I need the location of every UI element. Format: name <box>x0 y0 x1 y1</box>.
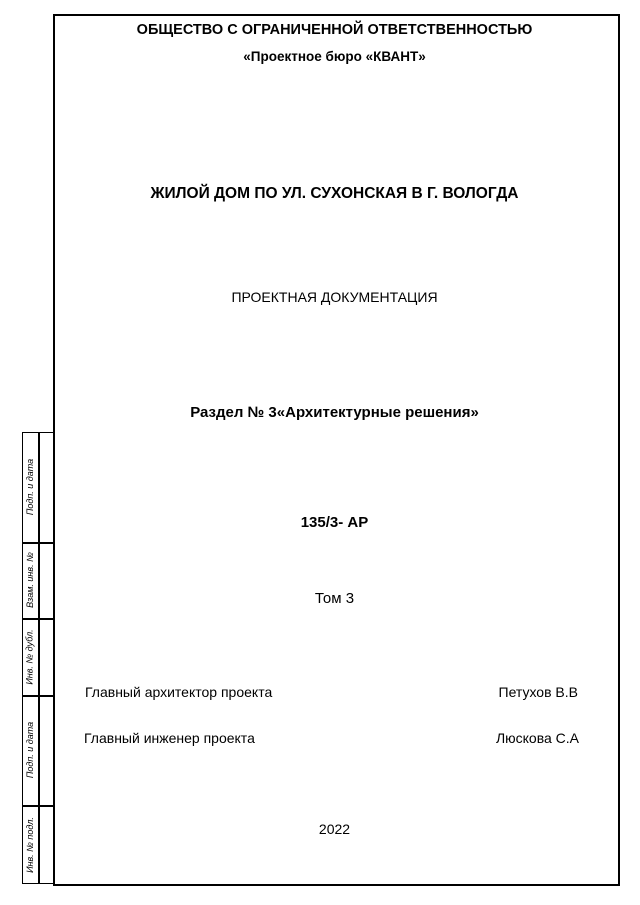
company-name: «Проектное бюро «КВАНТ» <box>243 49 426 64</box>
signature-role-chief-architect: Главный архитектор проекта <box>85 684 273 700</box>
side-stamp-label: Инв. № дубл. <box>25 628 36 685</box>
document-type: ПРОЕКТНАЯ ДОКУМЕНТАЦИЯ <box>231 289 438 305</box>
signature-name-chief-engineer: Люскова С.А <box>495 730 579 746</box>
project-title: ЖИЛОЙ ДОМ ПО УЛ. СУХОНСКАЯ В Г. ВОЛОГДА <box>150 185 519 202</box>
side-stamp-label: Инв. № подл. <box>25 816 36 873</box>
side-stamp-cell-sign-date-1 <box>22 432 38 542</box>
volume-number: Том 3 <box>314 590 355 607</box>
signature-name-chief-architect: Петухов В.В <box>498 684 578 700</box>
section-title: Раздел № 3«Архитектурные решения» <box>190 404 479 421</box>
side-stamp-label: Взам. инв. № <box>25 552 36 608</box>
side-stamp-label: Подп. и дата <box>25 721 35 779</box>
side-stamp-cell-replacement-inv <box>22 542 38 618</box>
signature-role-chief-engineer: Главный инженер проекта <box>84 730 255 746</box>
side-stamp-cell-original-inv <box>22 805 38 884</box>
side-stamp-strip <box>22 432 53 884</box>
side-stamp-divider <box>38 432 40 884</box>
title-page-frame <box>53 14 620 886</box>
side-stamp-cell-sign-date-2 <box>22 695 38 805</box>
organization-form: ОБЩЕСТВО С ОГРАНИЧЕННОЙ ОТВЕТСТВЕННОСТЬЮ <box>136 22 533 38</box>
side-stamp-label: Подп. и дата <box>25 458 35 516</box>
document-year: 2022 <box>318 821 351 837</box>
side-stamp-cell-duplicate-inv <box>22 618 38 695</box>
document-code: 135/3- АР <box>300 514 369 531</box>
